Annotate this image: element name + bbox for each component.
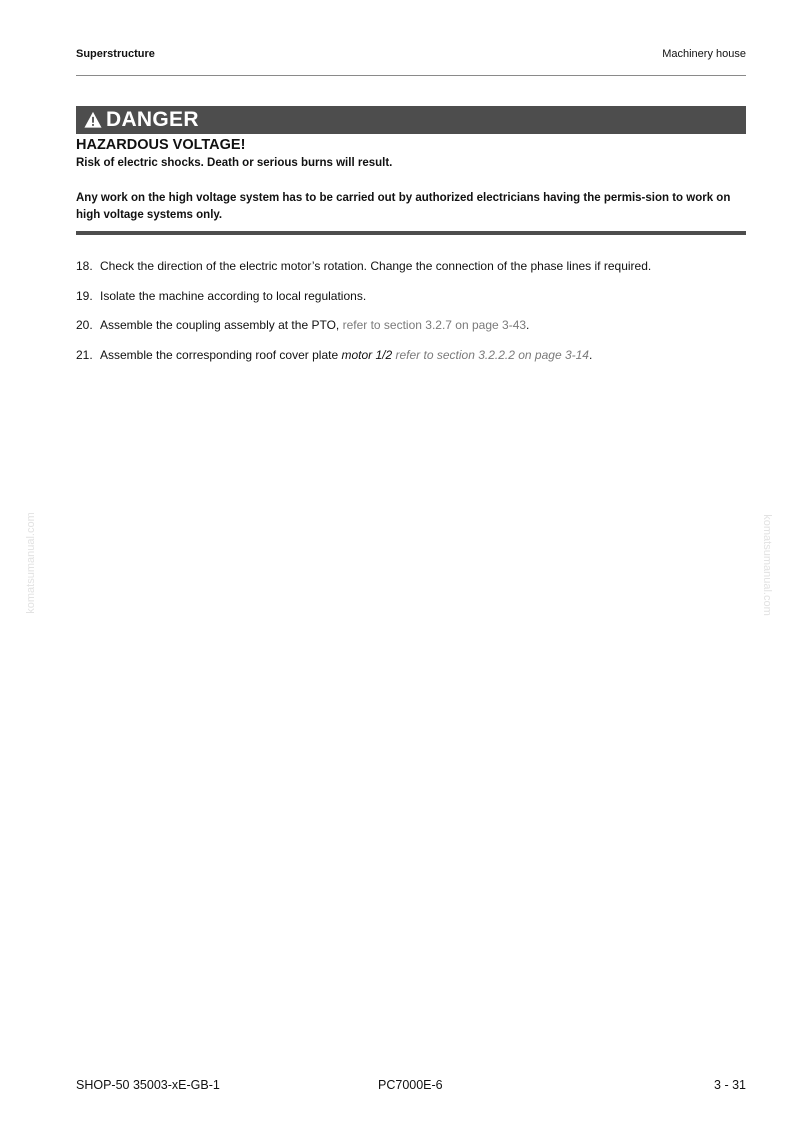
- step-emphasis: motor 1/2: [341, 347, 393, 362]
- footer-model: PC7000E-6: [378, 1078, 443, 1092]
- step-text-tail: .: [526, 318, 530, 332]
- step-text: Assemble the coupling assembly at the PTO,: [100, 318, 343, 332]
- step-number: 21.: [76, 347, 93, 362]
- procedure-steps: [76, 259, 746, 377]
- page-header: [76, 48, 746, 62]
- footer-page-number: 3 - 31: [714, 1078, 746, 1092]
- step-text: Isolate the machine according to local regulations.: [100, 288, 367, 303]
- step-item: [76, 348, 746, 378]
- header-divider: [76, 75, 746, 76]
- hazard-instruction: Any work on the high voltage system has to be carried out by authorized electricians having the permis-sion to work on high voltage systems only.: [76, 192, 731, 221]
- step-item: [76, 259, 746, 289]
- step-text: Assemble the corresponding roof cover plate: [100, 347, 342, 362]
- page-footer: [76, 1078, 746, 1094]
- hazard-title: HAZARDOUS VOLTAGE!: [76, 137, 246, 153]
- danger-banner: [76, 106, 746, 134]
- header-section: Superstructure: [76, 48, 155, 60]
- step-text-tail: .: [588, 347, 593, 362]
- step-number: 20.: [76, 318, 93, 332]
- step-item: [76, 289, 746, 319]
- hazard-subtitle: Risk of electric shocks. Death or serious burns will result.: [76, 157, 393, 169]
- section-reference-link[interactable]: refer to section 3.2.7 on page 3-43: [342, 318, 527, 332]
- watermark-right: komatsumanual.com: [761, 514, 773, 616]
- step-number: 19.: [76, 288, 93, 303]
- danger-label: DANGER: [106, 108, 199, 131]
- section-reference-link[interactable]: refer to section 3.2.2.2 on page 3-14: [392, 347, 589, 362]
- step-text: Check the direction of the electric motor’s rotation. Change the connection of the phase lines if required.: [100, 259, 652, 273]
- footer-doc-id: SHOP-50 35003-xE-GB-1: [76, 1078, 220, 1092]
- step-number: 18.: [76, 259, 93, 273]
- danger-divider: [76, 231, 746, 235]
- step-item: [76, 318, 746, 348]
- warning-triangle-icon: [84, 111, 102, 129]
- header-topic: Machinery house: [662, 48, 746, 60]
- watermark-left: komatsumanual.com: [25, 512, 37, 614]
